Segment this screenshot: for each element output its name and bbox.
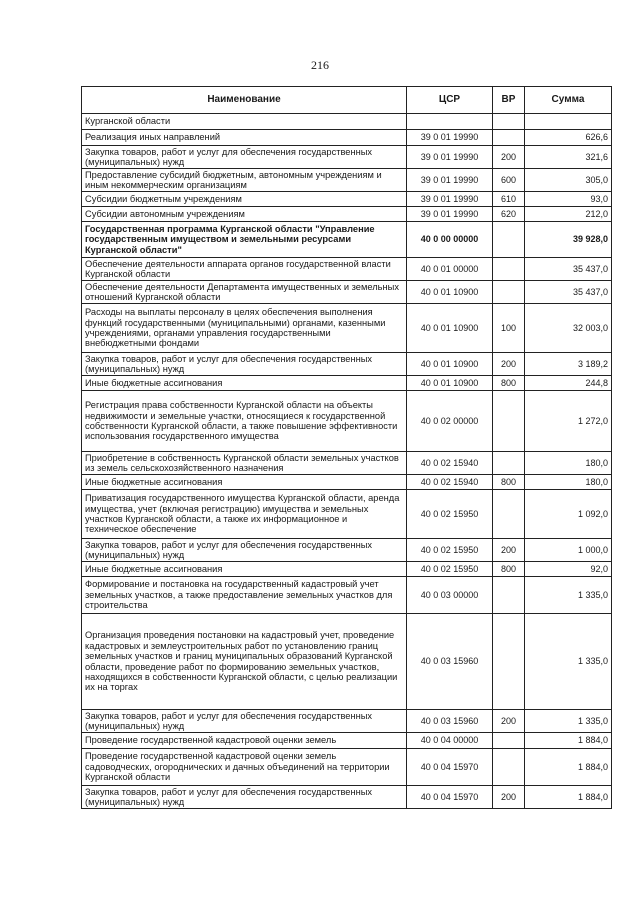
row-sum: 1 884,0 [525,749,612,786]
row-csr: 40 0 04 15970 [407,749,493,786]
table-row [82,376,612,391]
table-row [82,258,612,281]
header-name: Наименование [82,87,407,114]
row-csr: 39 0 01 19990 [407,169,493,192]
table-row [82,391,612,452]
row-csr: 40 0 02 15940 [407,452,493,475]
row-sum: 305,0 [525,169,612,192]
table-row [82,749,612,786]
table-row [82,207,612,222]
row-sum: 244,8 [525,376,612,391]
row-csr: 40 0 02 15940 [407,475,493,490]
row-sum: 1 884,0 [525,786,612,809]
row-name: Приватизация государственного имущества Курганской области, аренда имущества, учет (включая регистрацию) имущества и земельных участков Курганской области, а также их информационное и техническое обеспечение [82,490,407,539]
header-csr: ЦСР [407,87,493,114]
row-name: Закупка товаров, работ и услуг для обеспечения государственных (муниципальных) нужд [82,710,407,733]
row-sum: 35 437,0 [525,281,612,304]
row-name: Государственная программа Курганской области "Управление государственным имуществом и земельными ресурсами Курганской области" [82,222,407,258]
row-name: Субсидии автономным учреждениям [82,207,407,222]
row-vr: 200 [493,710,525,733]
row-name: Формирование и постановка на государственный кадастровый учет земельных участков, а также предоставление земельных участков для строительства [82,577,407,614]
row-name: Закупка товаров, работ и услуг для обеспечения государственных (муниципальных) нужд [82,353,407,376]
row-sum: 93,0 [525,192,612,207]
row-name: Иные бюджетные ассигнования [82,562,407,577]
row-sum: 1 000,0 [525,539,612,562]
row-csr: 39 0 01 19990 [407,146,493,169]
row-csr: 40 0 01 10900 [407,304,493,353]
row-name: Закупка товаров, работ и услуг для обеспечения государственных (муниципальных) нужд [82,786,407,809]
table-header-row [82,87,612,114]
row-name: Закупка товаров, работ и услуг для обеспечения государственных (муниципальных) нужд [82,146,407,169]
row-csr: 40 0 01 00000 [407,258,493,281]
row-csr: 39 0 01 19990 [407,130,493,146]
row-sum: 1 884,0 [525,733,612,749]
row-name: Обеспечение деятельности Департамента имущественных и земельных отношений Курганской области [82,281,407,304]
row-csr: 40 0 03 15960 [407,614,493,710]
row-sum: 32 003,0 [525,304,612,353]
row-vr [493,222,525,258]
row-csr: 39 0 01 19990 [407,207,493,222]
table-row [82,281,612,304]
row-csr: 40 0 01 10900 [407,281,493,304]
table-row [82,114,612,130]
row-csr: 40 0 02 00000 [407,391,493,452]
table-row [82,490,612,539]
row-vr: 200 [493,146,525,169]
row-sum: 3 189,2 [525,353,612,376]
table-row [82,786,612,809]
row-name: Приобретение в собственность Курганской области земельных участков из земель сельскохозяйственного назначения [82,452,407,475]
row-sum: 92,0 [525,562,612,577]
row-sum [525,114,612,130]
table-row [82,614,612,710]
row-name: Иные бюджетные ассигнования [82,475,407,490]
row-sum: 180,0 [525,452,612,475]
table-row [82,475,612,490]
row-vr: 610 [493,192,525,207]
table-row [82,562,612,577]
row-sum: 1 335,0 [525,710,612,733]
row-vr: 100 [493,304,525,353]
row-csr: 40 0 02 15950 [407,539,493,562]
row-sum: 212,0 [525,207,612,222]
row-csr: 40 0 01 10900 [407,353,493,376]
table-row [82,353,612,376]
table-row [82,733,612,749]
row-csr: 40 0 00 00000 [407,222,493,258]
table-row [82,452,612,475]
row-vr [493,733,525,749]
row-csr: 40 0 02 15950 [407,490,493,539]
row-name: Закупка товаров, работ и услуг для обеспечения государственных (муниципальных) нужд [82,539,407,562]
row-csr: 40 0 03 00000 [407,577,493,614]
row-sum: 626,6 [525,130,612,146]
row-vr [493,490,525,539]
row-name: Проведение государственной кадастровой оценки земель садоводческих, огороднических и дачных объединений на территории Курганской области [82,749,407,786]
page-number: 216 [311,58,329,72]
table-row [82,222,612,258]
row-vr: 800 [493,376,525,391]
row-sum: 321,6 [525,146,612,169]
row-csr: 39 0 01 19990 [407,192,493,207]
row-sum: 1 272,0 [525,391,612,452]
row-name: Обеспечение деятельности аппарата органов государственной власти Курганской области [82,258,407,281]
row-name: Субсидии бюджетным учреждениям [82,192,407,207]
table-row [82,577,612,614]
row-vr: 200 [493,353,525,376]
row-name: Расходы на выплаты персоналу в целях обеспечения выполнения функций государственными (муниципальными) органами, казенными учреждениями, органами управления государственными внебюджетными фондами [82,304,407,353]
row-sum: 1 335,0 [525,577,612,614]
row-name: Курганской области [82,114,407,130]
row-name: Организация проведения постановки на кадастровый учет, проведение кадастровых и землеустроительных работ по установлению границ земельных участков и границ муниципальных образований Курганской области, проведение работ по формированию земельных участков, находящихся в собственности Курганской области, с целью реализации их на торгах [82,614,407,710]
row-vr: 800 [493,562,525,577]
budget-table [81,86,612,809]
row-sum: 35 437,0 [525,258,612,281]
table-row [82,710,612,733]
row-csr: 40 0 04 15970 [407,786,493,809]
row-name: Иные бюджетные ассигнования [82,376,407,391]
row-vr: 620 [493,207,525,222]
row-name: Проведение государственной кадастровой оценки земель [82,733,407,749]
row-name: Реализация иных направлений [82,130,407,146]
row-vr [493,114,525,130]
row-vr: 600 [493,169,525,192]
row-vr: 200 [493,786,525,809]
row-vr [493,258,525,281]
row-vr: 800 [493,475,525,490]
row-vr [493,130,525,146]
row-csr: 40 0 04 00000 [407,733,493,749]
table-row [82,192,612,207]
row-vr [493,614,525,710]
row-vr: 200 [493,539,525,562]
table-row [82,130,612,146]
row-name: Регистрация права собственности Курганской области на объекты недвижимости и земельные участки, относящиеся к государственной собственности Курганской области, а также повышение эффективности использования государственного имущества [82,391,407,452]
table-row [82,146,612,169]
table-row [82,539,612,562]
table-row [82,304,612,353]
row-vr [493,452,525,475]
header-vr: ВР [493,87,525,114]
row-csr [407,114,493,130]
header-sum: Сумма [525,87,612,114]
row-vr [493,281,525,304]
row-sum: 39 928,0 [525,222,612,258]
row-sum: 1 092,0 [525,490,612,539]
row-csr: 40 0 02 15950 [407,562,493,577]
row-sum: 180,0 [525,475,612,490]
row-csr: 40 0 01 10900 [407,376,493,391]
row-vr [493,391,525,452]
row-csr: 40 0 03 15960 [407,710,493,733]
row-vr [493,749,525,786]
table-row [82,169,612,192]
row-sum: 1 335,0 [525,614,612,710]
row-name: Предоставление субсидий бюджетным, автономным учреждениям и иным некоммерческим организациям [82,169,407,192]
row-vr [493,577,525,614]
